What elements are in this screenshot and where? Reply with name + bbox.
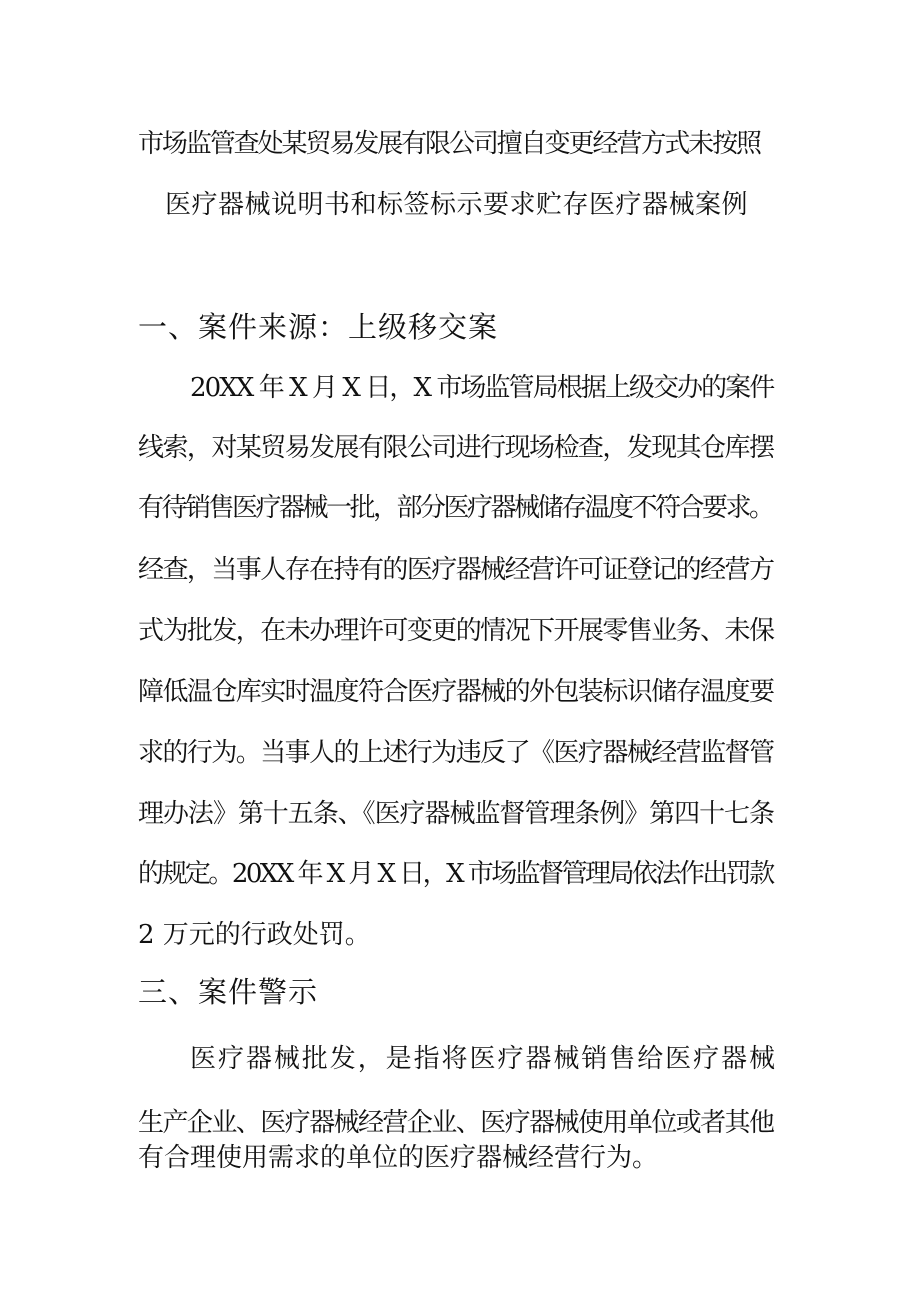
section-1-line: 线索，对某贸易发展有限公司进行现场检查，发现其仓库摆 (138, 433, 774, 463)
section-1-line: 式为批发，在未办理许可变更的情况下开展零售业务、未保 (138, 616, 774, 646)
section-1-line: 2 万元的行政处罚。 (138, 920, 371, 950)
section-1-line: 经查，当事人存在持有的医疗器械经营许可证登记的经营方 (138, 555, 774, 585)
section-1-line: 有待销售医疗器械一批，部分医疗器械储存温度不符合要求。 (138, 493, 773, 523)
section-3-line: 生产企业、医疗器械经营企业、医疗器械使用单位或者其他 (138, 1108, 774, 1138)
section-3-line: 医疗器械批发，是指将医疗器械销售给医疗器械 (190, 1044, 777, 1074)
title-line-2: 医疗器械说明书和标签标示要求贮存医疗器械案例 (165, 190, 749, 220)
section-1-line: 障低温仓库实时温度符合医疗器械的外包装标识储存温度要 (138, 677, 774, 707)
section-1-line: 理办法》第十五条、《医疗器械监督管理条例》第四十七条 (138, 799, 774, 829)
section-3-line: 有合理使用需求的单位的医疗器械经营行为。 (138, 1143, 659, 1173)
section-3-heading: 三、案件警示 (138, 975, 319, 1009)
section-1-heading: 一、案件来源：上级移交案 (138, 310, 499, 344)
section-1-line: 的规定。20XX 年 X 月 X 日，X 市场监督管理局依法作出罚款 (138, 859, 773, 889)
section-1-line: 求的行为。当事人的上述行为违反了《医疗器械经营监督管 (138, 738, 774, 768)
title-line-1: 市场监管查处某贸易发展有限公司擅自变更经营方式未按照 (138, 129, 760, 159)
section-1-line: 20XX 年 X 月 X 日，X 市场监管局根据上级交办的案件 (190, 373, 774, 403)
